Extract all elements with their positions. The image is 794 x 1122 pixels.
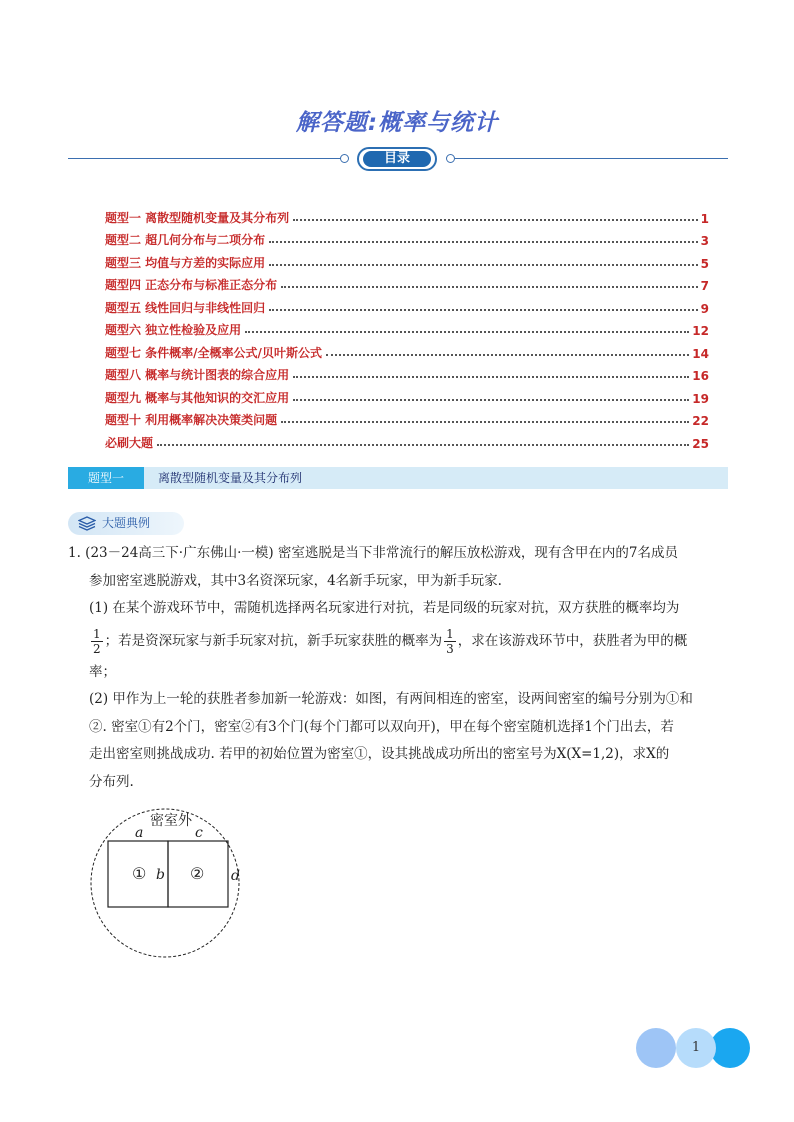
problem-line: 参加密室逃脱游戏，其中3名资深玩家，4名新手玩家，甲为新手玩家.	[89, 572, 502, 589]
toc-entry-page: 25	[692, 436, 709, 451]
layers-icon	[78, 516, 96, 531]
outside-label: 密室外	[150, 813, 192, 829]
toc-entry[interactable]	[105, 383, 709, 406]
problem-line: ②. 密室①有2个门，密室②有3个门(每个门都可以双向开)，甲在每个密室随机选择1个门出去，若	[89, 718, 674, 735]
fraction-denominator: 2	[93, 641, 101, 656]
outside-boundary	[91, 809, 239, 957]
toc-entry-page: 19	[692, 391, 709, 406]
fraction	[444, 627, 456, 656]
toc-entry-page: 16	[692, 369, 709, 383]
page-badge-circle-left	[636, 1028, 676, 1068]
toc-entry[interactable]	[105, 293, 709, 316]
toc-rule-right	[455, 158, 728, 159]
toc-entry-label: 题型十 利用概率解决决策类问题	[105, 413, 278, 427]
toc-leader	[281, 286, 697, 288]
toc-entry[interactable]	[105, 428, 709, 451]
problem-line: (2) 甲作为上一轮的获胜者参加新一轮游戏：如图，有两间相连的密室，设两间密室的编号分别为①和	[89, 691, 693, 707]
toc-entry-page: 22	[692, 414, 709, 428]
fraction-numerator: 1	[93, 626, 101, 641]
section-header	[68, 467, 728, 489]
problem-text-span: ，求在该游戏环节中，获胜者为甲的概	[457, 632, 688, 649]
problem-line: 1. (23－24高三下·广东佛山·一模) 密室逃脱是当下非常流行的解压放松游戏，现有含甲在内的7名成员	[68, 545, 679, 561]
example-tag	[68, 512, 184, 535]
toc-leader	[245, 331, 689, 333]
toc-leader	[157, 444, 689, 446]
toc-entry-page: 7	[700, 279, 709, 293]
toc-entry-label: 题型一 离散型随机变量及其分布列	[105, 210, 290, 225]
toc-leader	[293, 399, 689, 401]
problem-text	[68, 540, 732, 796]
door-d-label: d	[231, 868, 240, 884]
toc-entry[interactable]	[105, 316, 709, 339]
door-b-label: b	[156, 867, 165, 883]
fraction	[91, 627, 103, 656]
toc-leader	[326, 354, 689, 356]
page-number: 1	[691, 1040, 701, 1055]
fraction-denominator: 3	[446, 641, 454, 656]
toc-rule-dot-left	[340, 154, 349, 163]
document-title: 解答题:概率与统计	[295, 110, 499, 136]
toc-leader	[269, 241, 697, 243]
toc-entry-page: 12	[692, 324, 709, 338]
toc-entry-label: 题型九 概率与其他知识的交汇应用	[105, 390, 290, 405]
toc-entry-label: 题型七 条件概率/全概率公式/贝叶斯公式	[105, 345, 322, 360]
toc-entry[interactable]	[105, 338, 709, 361]
toc-entry[interactable]	[105, 361, 709, 384]
toc-badge-label: 目录	[363, 151, 431, 167]
problem-line	[68, 623, 732, 659]
problem-text-span: ；若是资深玩家与新手玩家对抗，新手玩家获胜的概率为	[104, 632, 443, 649]
problem-line: 走出密室则挑战成功. 若甲的初始位置为密室①，设其挑战成功所出的密室号为X(X=1,2)，求X的	[89, 746, 670, 762]
toc-entry-page: 9	[700, 301, 709, 316]
toc-entry[interactable]	[105, 271, 709, 294]
fraction-numerator: 1	[446, 626, 454, 641]
door-c-label: c	[195, 825, 203, 841]
room-2-label: ②	[190, 864, 205, 883]
toc-entry-page: 3	[700, 234, 709, 248]
toc-leader	[293, 376, 689, 378]
toc-entry[interactable]	[105, 203, 709, 226]
toc-leader	[281, 421, 689, 423]
toc-leader	[293, 219, 697, 221]
section-tag: 题型一	[68, 467, 144, 489]
toc-leader	[269, 264, 697, 266]
toc-entry-label: 题型六 独立性检验及应用	[105, 323, 242, 337]
section-title: 离散型随机变量及其分布列	[158, 471, 303, 485]
escape-room-diagram	[90, 795, 260, 975]
toc-entry-label: 题型四 正态分布与标准正态分布	[105, 278, 278, 292]
example-label: 大题典例	[102, 516, 151, 530]
toc-entry-page: 14	[692, 346, 709, 361]
toc-entry-label: 题型八 概率与统计图表的综合应用	[105, 368, 290, 382]
toc-badge	[357, 147, 437, 171]
room-1-label: ①	[132, 864, 147, 883]
toc-entry-page: 1	[700, 211, 709, 226]
table-of-contents	[105, 203, 709, 451]
toc-entry[interactable]	[105, 226, 709, 249]
page-badge-circle-right	[710, 1028, 750, 1068]
toc-entry-label: 题型五 线性回归与非线性回归	[105, 300, 266, 315]
toc-entry[interactable]	[105, 248, 709, 271]
toc-rule-dot-right	[446, 154, 455, 163]
toc-entry-page: 5	[700, 256, 709, 271]
problem-line: 率；	[89, 663, 116, 680]
door-a-label: a	[135, 825, 144, 841]
toc-rule-left	[68, 158, 348, 159]
problem-line: (1) 在某个游戏环节中，需随机选择两名玩家进行对抗，若是同级的玩家对抗，双方获胜的概率均为	[89, 600, 680, 616]
toc-entry-label: 题型三 均值与方差的实际应用	[105, 255, 266, 270]
toc-leader	[269, 309, 697, 311]
toc-entry-label: 题型二 超几何分布与二项分布	[105, 233, 266, 247]
toc-entry-label: 必刷大题	[105, 435, 154, 450]
problem-line: 分布列.	[89, 773, 134, 790]
toc-entry[interactable]	[105, 406, 709, 429]
